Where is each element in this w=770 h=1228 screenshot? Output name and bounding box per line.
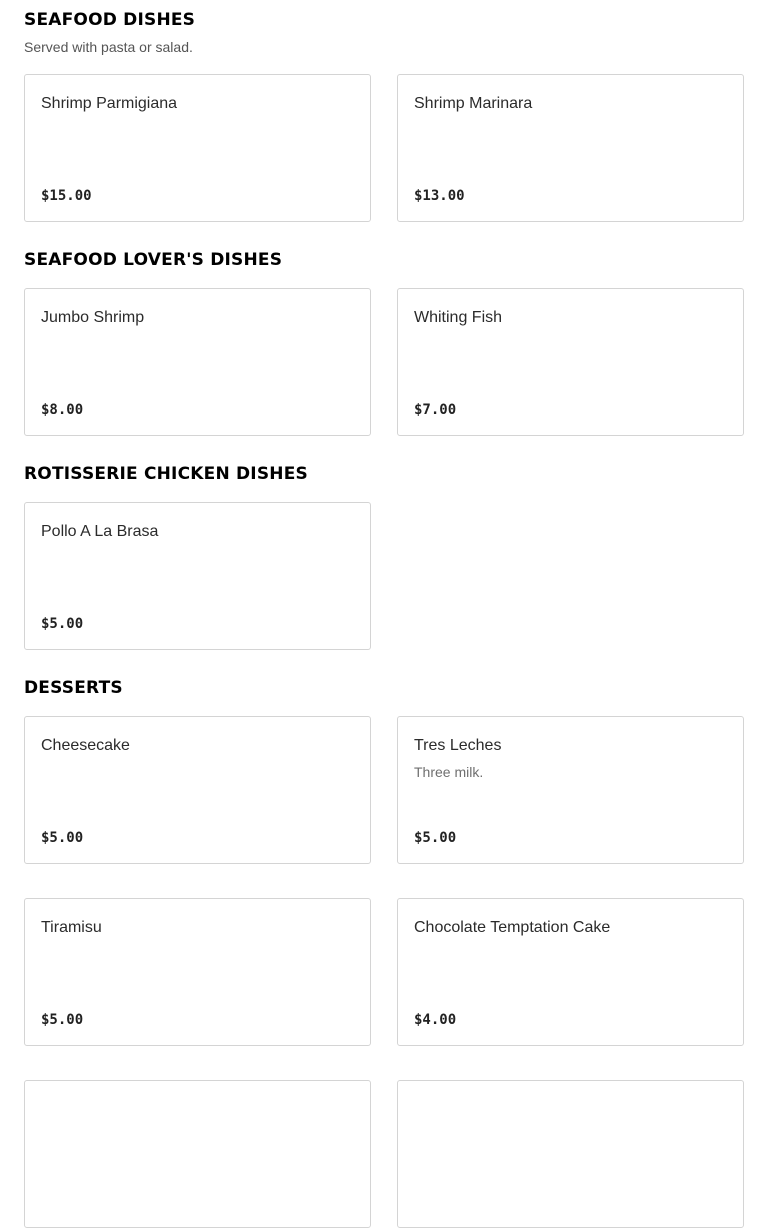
menu-item-card[interactable] bbox=[24, 502, 371, 650]
menu-item-name: Jumbo Shrimp bbox=[41, 309, 145, 326]
menu-item-name: Tres Leches bbox=[414, 737, 502, 754]
menu-item-card[interactable] bbox=[397, 74, 744, 222]
menu-item-name: Tiramisu bbox=[41, 919, 102, 936]
section-title-seafood-lovers-dishes: SEAFOOD LOVER'S DISHES bbox=[24, 250, 283, 270]
menu-item-price: $8.00 bbox=[41, 402, 84, 418]
section-title-desserts: DESSERTS bbox=[24, 678, 123, 698]
menu-item-card[interactable] bbox=[24, 288, 371, 436]
menu-item-card-partial[interactable] bbox=[24, 1080, 371, 1228]
menu-item-card[interactable] bbox=[24, 898, 371, 1046]
menu-item-price: $5.00 bbox=[41, 616, 84, 632]
menu-item-card[interactable] bbox=[24, 716, 371, 864]
section-subtitle-seafood-dishes: Served with pasta or salad. bbox=[24, 39, 193, 55]
menu-item-price: $4.00 bbox=[414, 1012, 457, 1028]
menu-item-card[interactable] bbox=[397, 716, 744, 864]
menu-item-description: Three milk. bbox=[414, 764, 484, 780]
menu-item-name: Whiting Fish bbox=[414, 309, 503, 326]
menu-item-price: $5.00 bbox=[41, 1012, 84, 1028]
menu-item-price: $5.00 bbox=[41, 830, 84, 846]
menu-item-card[interactable] bbox=[397, 288, 744, 436]
menu-item-name: Cheesecake bbox=[41, 737, 130, 754]
menu-item-name: Shrimp Marinara bbox=[414, 95, 533, 112]
menu-item-card[interactable] bbox=[24, 74, 371, 222]
menu-item-card-partial[interactable] bbox=[397, 1080, 744, 1228]
menu-item-price: $7.00 bbox=[414, 402, 457, 418]
menu-item-price: $15.00 bbox=[41, 188, 92, 204]
section-title-rotisserie-chicken-dishes: ROTISSERIE CHICKEN DISHES bbox=[24, 464, 308, 484]
menu-item-price: $13.00 bbox=[414, 188, 465, 204]
menu-item-card[interactable] bbox=[397, 898, 744, 1046]
section-title-seafood-dishes: SEAFOOD DISHES bbox=[24, 10, 196, 30]
menu-item-price: $5.00 bbox=[414, 830, 457, 846]
menu-item-name: Shrimp Parmigiana bbox=[41, 95, 178, 112]
menu-item-name: Pollo A La Brasa bbox=[41, 523, 159, 540]
menu-item-name: Chocolate Temptation Cake bbox=[414, 919, 611, 936]
